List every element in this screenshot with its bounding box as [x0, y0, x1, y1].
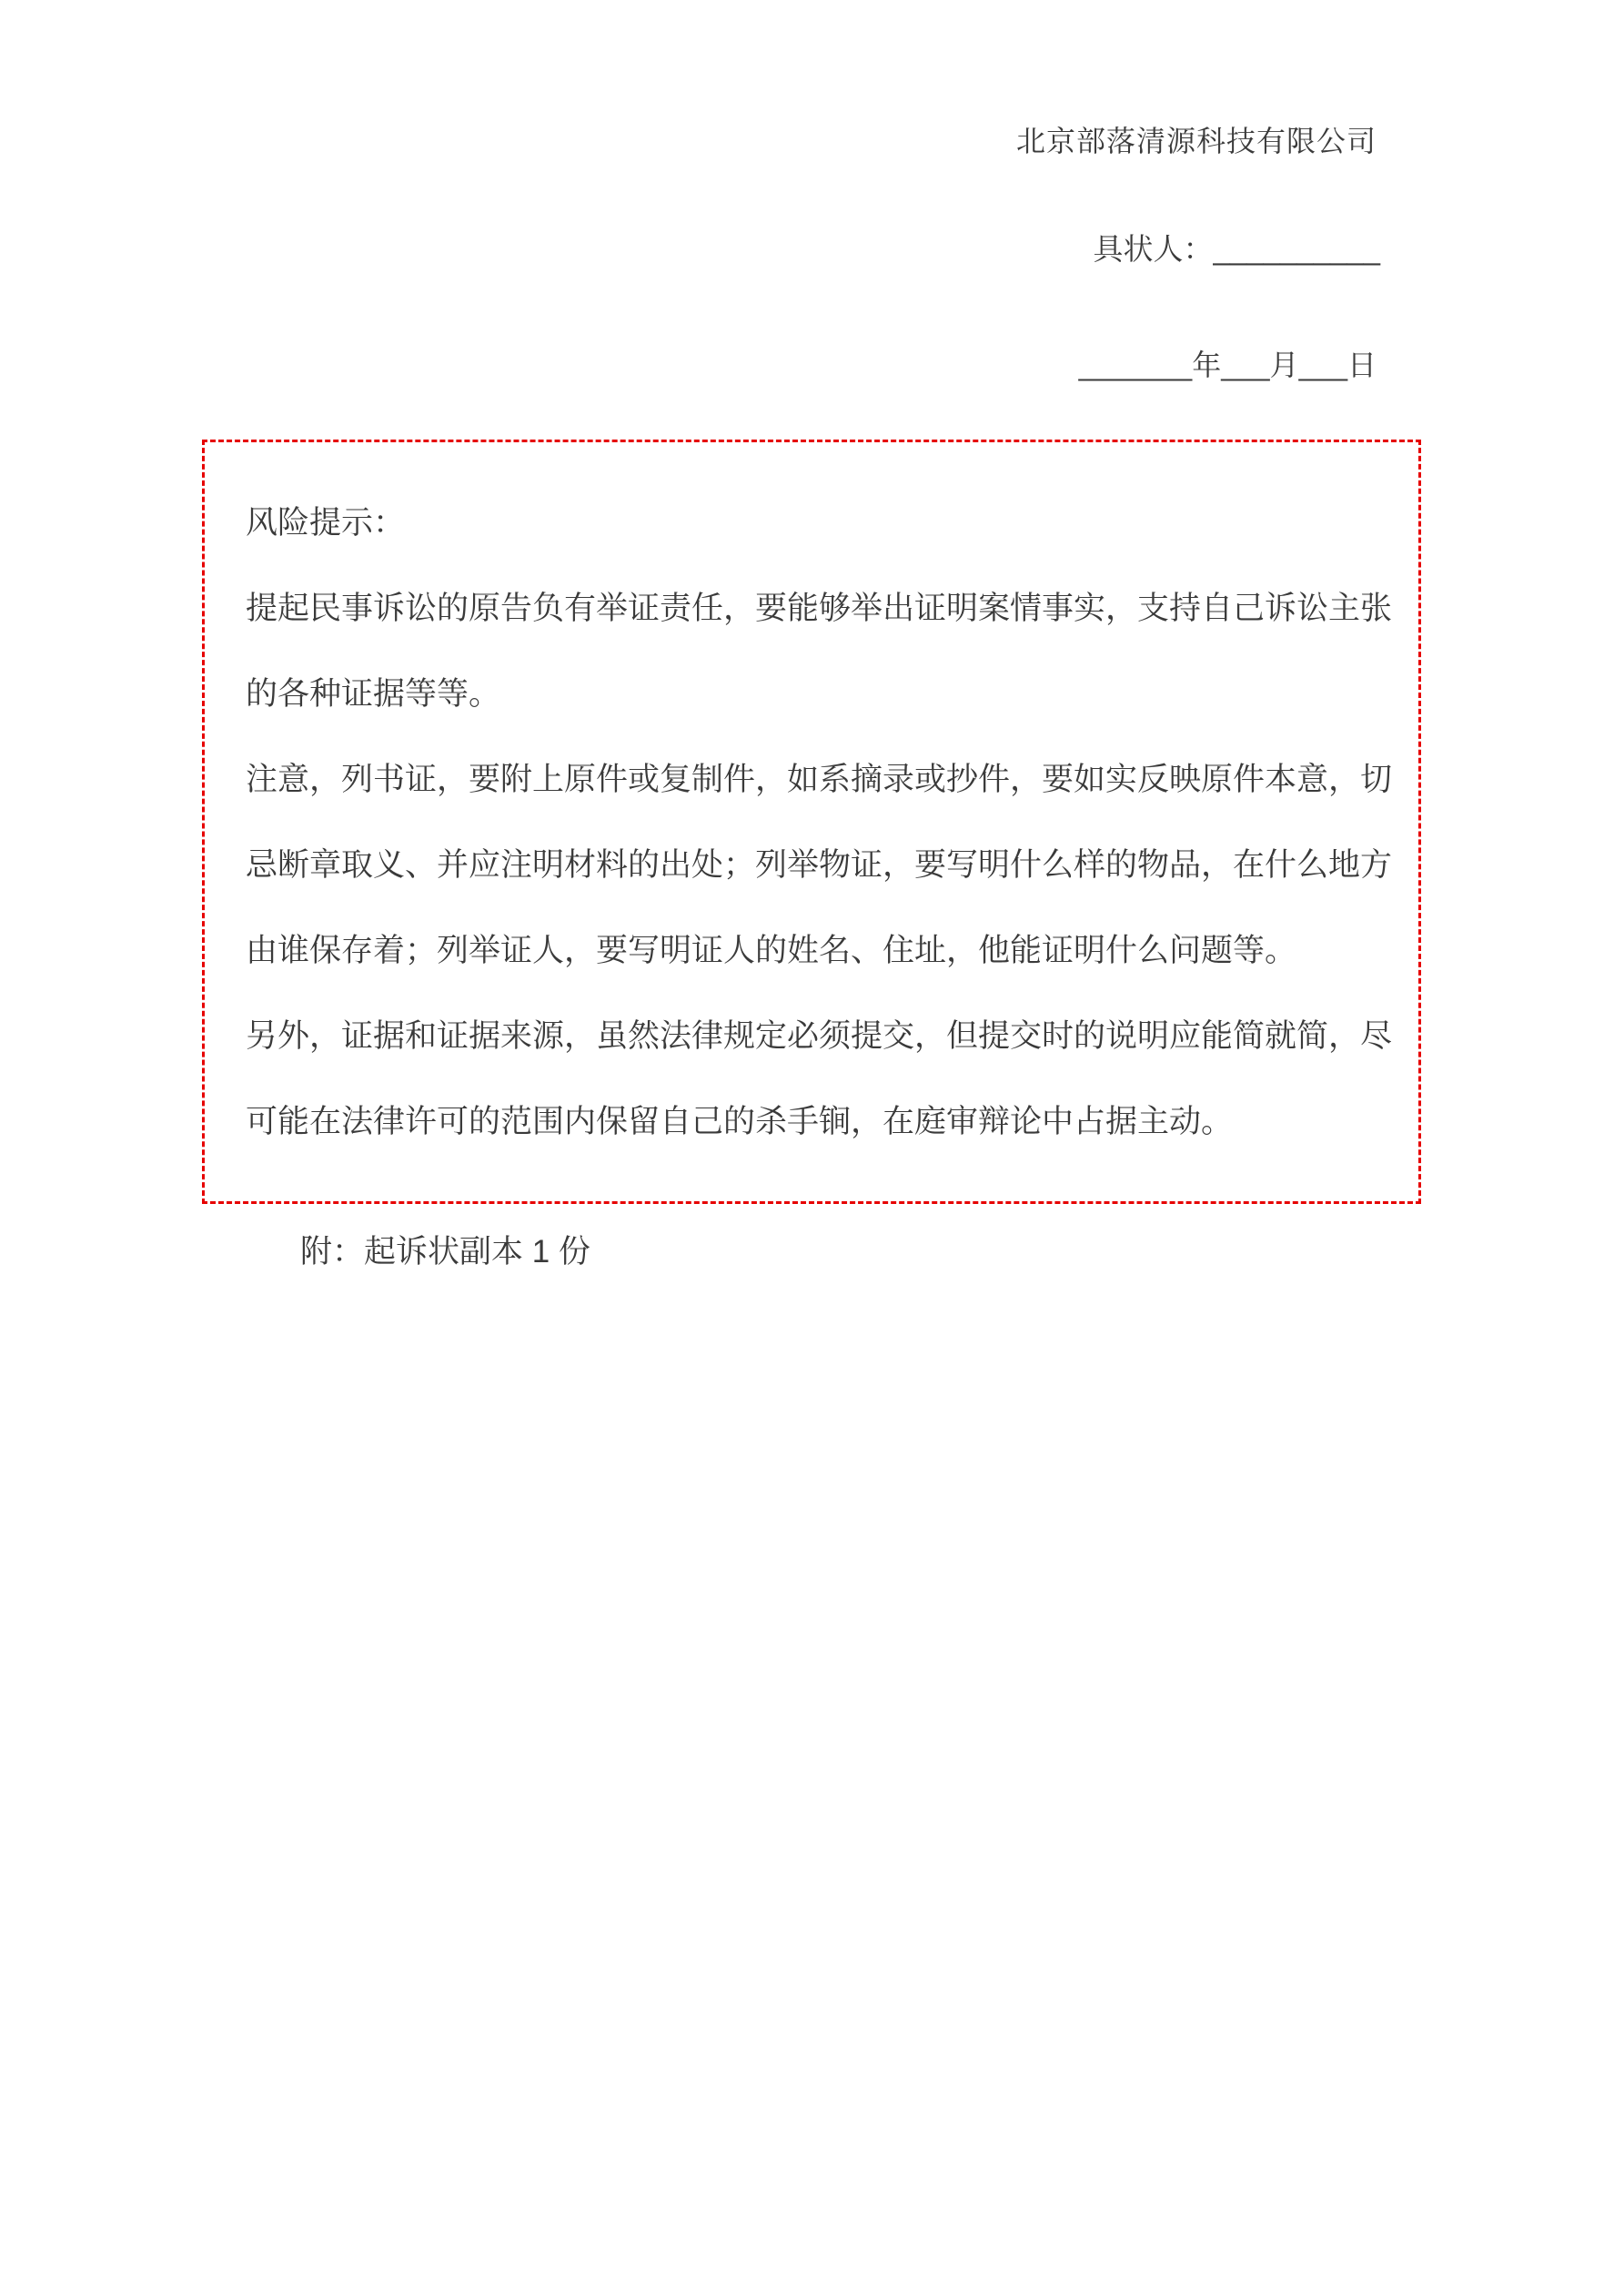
risk-box-line: 的各种证据等等。: [246, 676, 501, 712]
risk-box-line: 另外，证据和证据来源，虽然法律规定必须提交，但提交时的说明应能简就简，尽: [246, 1018, 1393, 1054]
petitioner-line: [1093, 226, 1380, 268]
risk-box-line: 忌断章取义、并应注明材料的出处；列举物证，要写明什么样的物品，在什么地方: [246, 847, 1393, 883]
attachment-note: 附：起诉状副本 1 份: [300, 1234, 590, 1269]
risk-box-line: 由谁保存着；列举证人，要写明证人的姓名、住址，他能证明什么问题等。: [246, 933, 1297, 968]
petitioner-label: 具状人：: [1093, 232, 1214, 266]
risk-box-line: 可能在法律许可的范围内保留自己的杀手锏，在庭审辩论中占据主动。: [246, 1104, 1234, 1139]
risk-box-title: 风险提示：: [246, 505, 406, 541]
date-blank-line: _______年___月___日: [1078, 349, 1377, 381]
risk-box-line: 注意，列书证，要附上原件或复制件，如系摘录或抄件，要如实反映原件本意，切: [246, 762, 1393, 797]
company-name: 北京部落清源科技有限公司: [1015, 125, 1377, 157]
petitioner-signature-blank: __________: [1213, 232, 1380, 266]
risk-box-line: 提起民事诉讼的原告负有举证责任，要能够举出证明案情事实，支持自己诉讼主张: [246, 591, 1393, 626]
risk-box: [202, 440, 1421, 1204]
